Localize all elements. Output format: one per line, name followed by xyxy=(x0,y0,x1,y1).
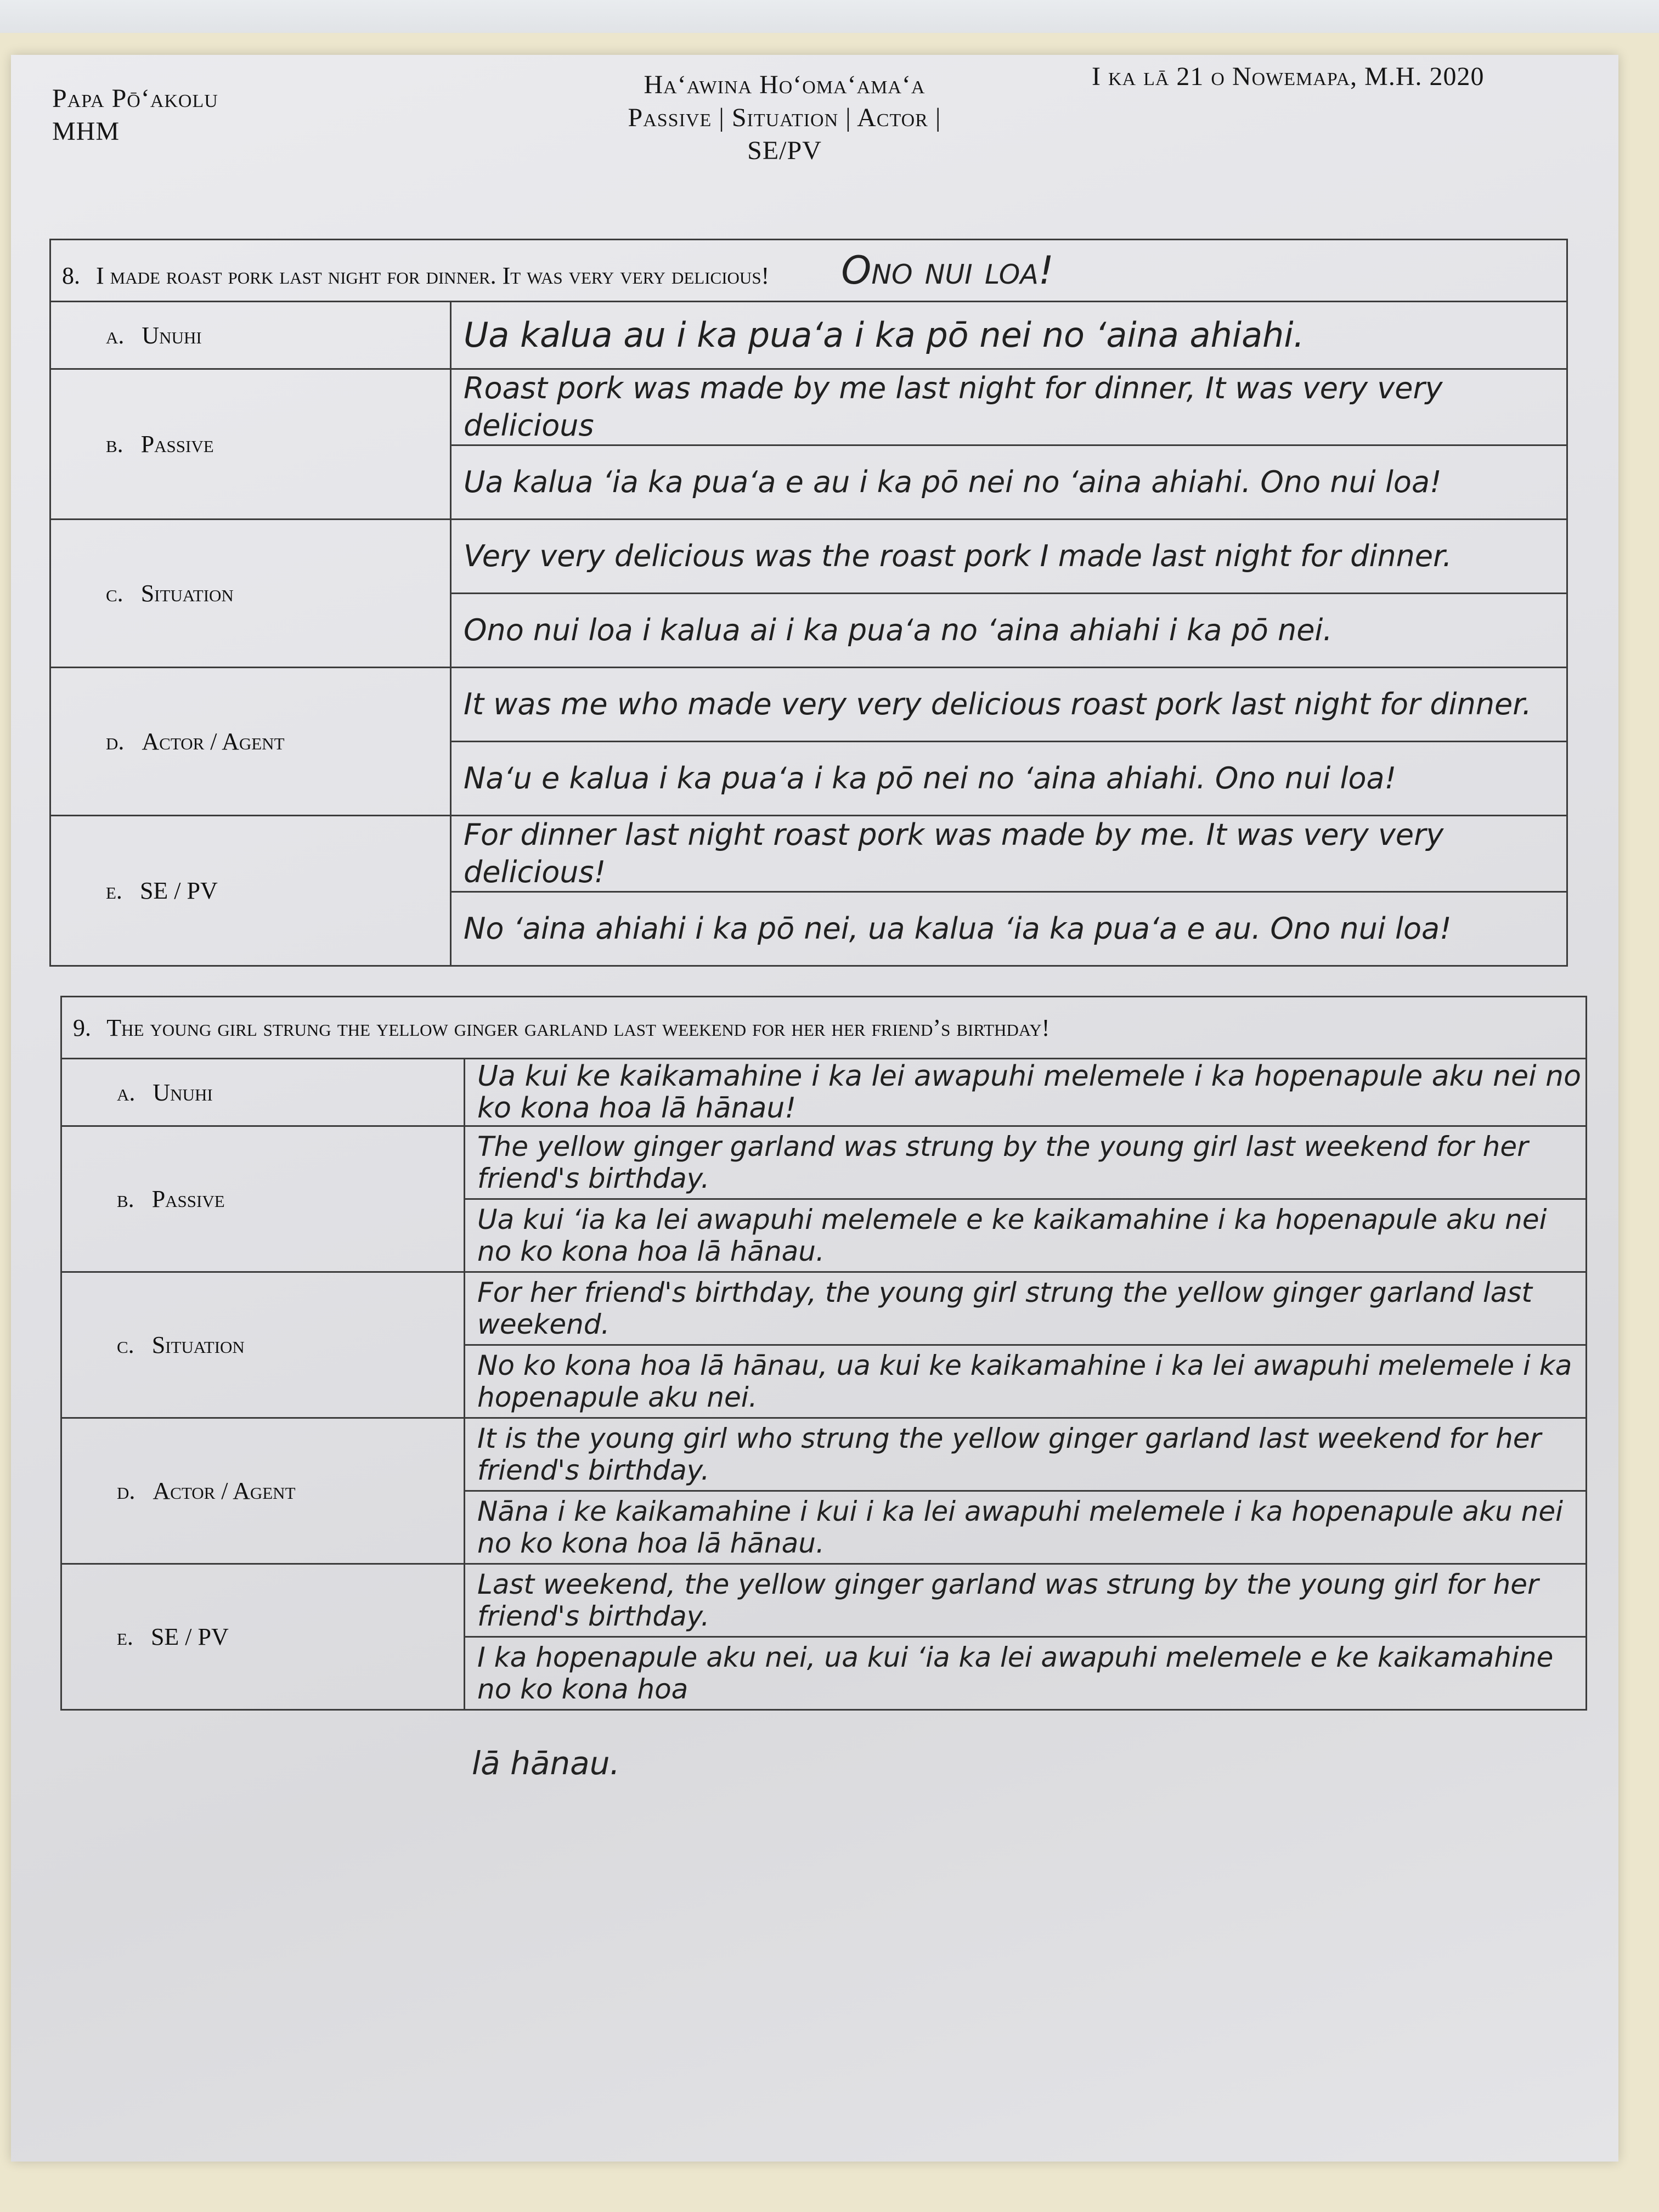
row-label xyxy=(61,1126,465,1272)
handwritten-answer-english: The yellow ginger garland was strung by the young girl last weekend for her friend's birthday. xyxy=(465,1126,1587,1199)
class-code: MHM xyxy=(52,117,120,146)
handwritten-answer-english: It is the young girl who strung the yellow ginger garland last weekend for her friend's birthday. xyxy=(465,1418,1587,1491)
row-letter: c. xyxy=(117,1331,134,1358)
row-label-text: Unuhi xyxy=(142,321,202,349)
handwritten-answer-hawaiian: I ka hopenapule aku nei, ua kui ʻia ka lei awapuhi melemele e ke kaikamahine no ko kona hoa xyxy=(465,1637,1587,1710)
handwritten-answer-hawaiian: Ua kalua ʻia ka puaʻa e au i ka pō nei no ʻaina ahiahi. Ono nui loa! xyxy=(451,445,1567,520)
worksheet-title-line: Haʻawina Hoʻomaʻamaʻa xyxy=(644,70,926,99)
row-label xyxy=(61,1418,465,1564)
handwritten-answer-english: Roast pork was made by me last night for dinner, It was very very delicious xyxy=(451,369,1567,445)
row-actor-agent xyxy=(50,668,1567,742)
row-unuhi xyxy=(50,302,1567,369)
row-label xyxy=(50,520,451,668)
row-letter: e. xyxy=(117,1623,133,1650)
question-number: 9. xyxy=(73,1014,91,1041)
class-name: Papa Pōʻakolu xyxy=(52,84,218,113)
question-prompt: The young girl strung the yellow ginger garland last weekend for her her friend’s birthday! xyxy=(106,1014,1050,1041)
row-se-pv xyxy=(50,816,1567,892)
row-letter: a. xyxy=(117,1079,136,1106)
worksheet-title xyxy=(592,69,977,167)
row-label xyxy=(61,1564,465,1710)
row-letter: b. xyxy=(117,1186,134,1212)
question-9-table xyxy=(60,996,1587,1711)
row-letter: b. xyxy=(106,431,123,458)
handwritten-answer-hawaiian: No ko kona hoa lā hānau, ua kui ke kaikamahine i ka lei awapuhi melemele i ka hopenapule aku nei. xyxy=(465,1345,1587,1418)
handwritten-answer-english: Very very delicious was the roast pork I made last night for dinner. xyxy=(451,520,1567,594)
row-label xyxy=(50,816,451,966)
handwritten-answer-hawaiian: Naʻu e kalua i ka puaʻa i ka pō nei no ʻaina ahiahi. Ono nui loa! xyxy=(451,742,1567,816)
handwritten-answer: Ua kui ke kaikamahine i ka lei awapuhi melemele i ka hopenapule aku nei no ko kona hoa lā hānau! xyxy=(465,1059,1587,1126)
row-letter: c. xyxy=(106,580,123,607)
handwritten-answer: Ua kalua au i ka puaʻa i ka pō nei no ʻaina ahiahi. xyxy=(451,302,1567,369)
question-prompt: I made roast pork last night for dinner. It was very very delicious! xyxy=(96,262,770,289)
row-letter: d. xyxy=(117,1477,136,1504)
handwritten-answer-english: It was me who made very very delicious roast pork last night for dinner. xyxy=(451,668,1567,742)
handwritten-answer-hawaiian: Ono nui loa i kalua ai i ka puaʻa no ʻaina ahiahi i ka pō nei. xyxy=(451,594,1567,668)
row-se-pv xyxy=(61,1564,1587,1637)
row-letter: d. xyxy=(106,728,125,755)
row-label xyxy=(61,1059,465,1126)
row-actor-agent xyxy=(61,1418,1587,1491)
question-9-header xyxy=(61,997,1587,1059)
handwritten-answer-hawaiian: Ua kui ʻia ka lei awapuhi melemele e ke kaikamahine i ka hopenapule aku nei no ko kona hoa lā hānau. xyxy=(465,1199,1587,1272)
row-situation xyxy=(61,1272,1587,1345)
handwritten-answer-english: For her friend's birthday, the young girl strung the yellow ginger garland last weekend. xyxy=(465,1272,1587,1345)
row-label xyxy=(50,668,451,816)
handwritten-answer-english: For dinner last night roast pork was made by me. It was very very delicious! xyxy=(451,816,1567,892)
question-number: 8. xyxy=(62,262,80,289)
row-label xyxy=(50,369,451,520)
handwritten-answer-hawaiian: Nāna i ke kaikamahine i kui i ka lei awapuhi melemele i ka hopenapule aku nei no ko kona hoa lā hānau. xyxy=(465,1491,1587,1564)
row-label-text: Unuhi xyxy=(153,1079,213,1106)
row-label xyxy=(61,1272,465,1418)
row-label-text: Situation xyxy=(151,1331,245,1358)
row-label-text: Passive xyxy=(151,1186,225,1212)
row-label-text: SE / PV xyxy=(150,1623,229,1650)
row-passive xyxy=(61,1126,1587,1199)
worksheet-date: I ka lā 21 o Nowemapa, M.H. 2020 xyxy=(1092,62,1485,91)
row-label-text: SE / PV xyxy=(139,877,218,904)
row-letter: e. xyxy=(106,877,122,904)
handwritten-answer-hawaiian: No ʻaina ahiahi i ka pō nei, ua kalua ʻia ka puaʻa e au. Ono nui loa! xyxy=(451,892,1567,966)
question-8-table xyxy=(49,239,1568,967)
question-8-header xyxy=(50,240,1567,302)
row-label xyxy=(50,302,451,369)
handwritten-answer-english: Last weekend, the yellow ginger garland was strung by the young girl for her friend's birthday. xyxy=(465,1564,1587,1637)
worksheet-subtitle: Passive | Situation | Actor | SE/PV xyxy=(628,103,941,165)
row-situation xyxy=(50,520,1567,594)
row-passive xyxy=(50,369,1567,445)
row-label-text: Actor / Agent xyxy=(142,728,285,755)
row-label-text: Passive xyxy=(140,431,214,458)
row-label-text: Actor / Agent xyxy=(153,1477,296,1504)
row-label-text: Situation xyxy=(140,580,234,607)
class-label xyxy=(52,82,218,148)
handwritten-addition: Ono nui loa! xyxy=(841,248,1054,293)
row-unuhi xyxy=(61,1059,1587,1126)
handwritten-overflow-text: lā hānau. xyxy=(472,1745,620,1782)
row-letter: a. xyxy=(106,321,125,349)
